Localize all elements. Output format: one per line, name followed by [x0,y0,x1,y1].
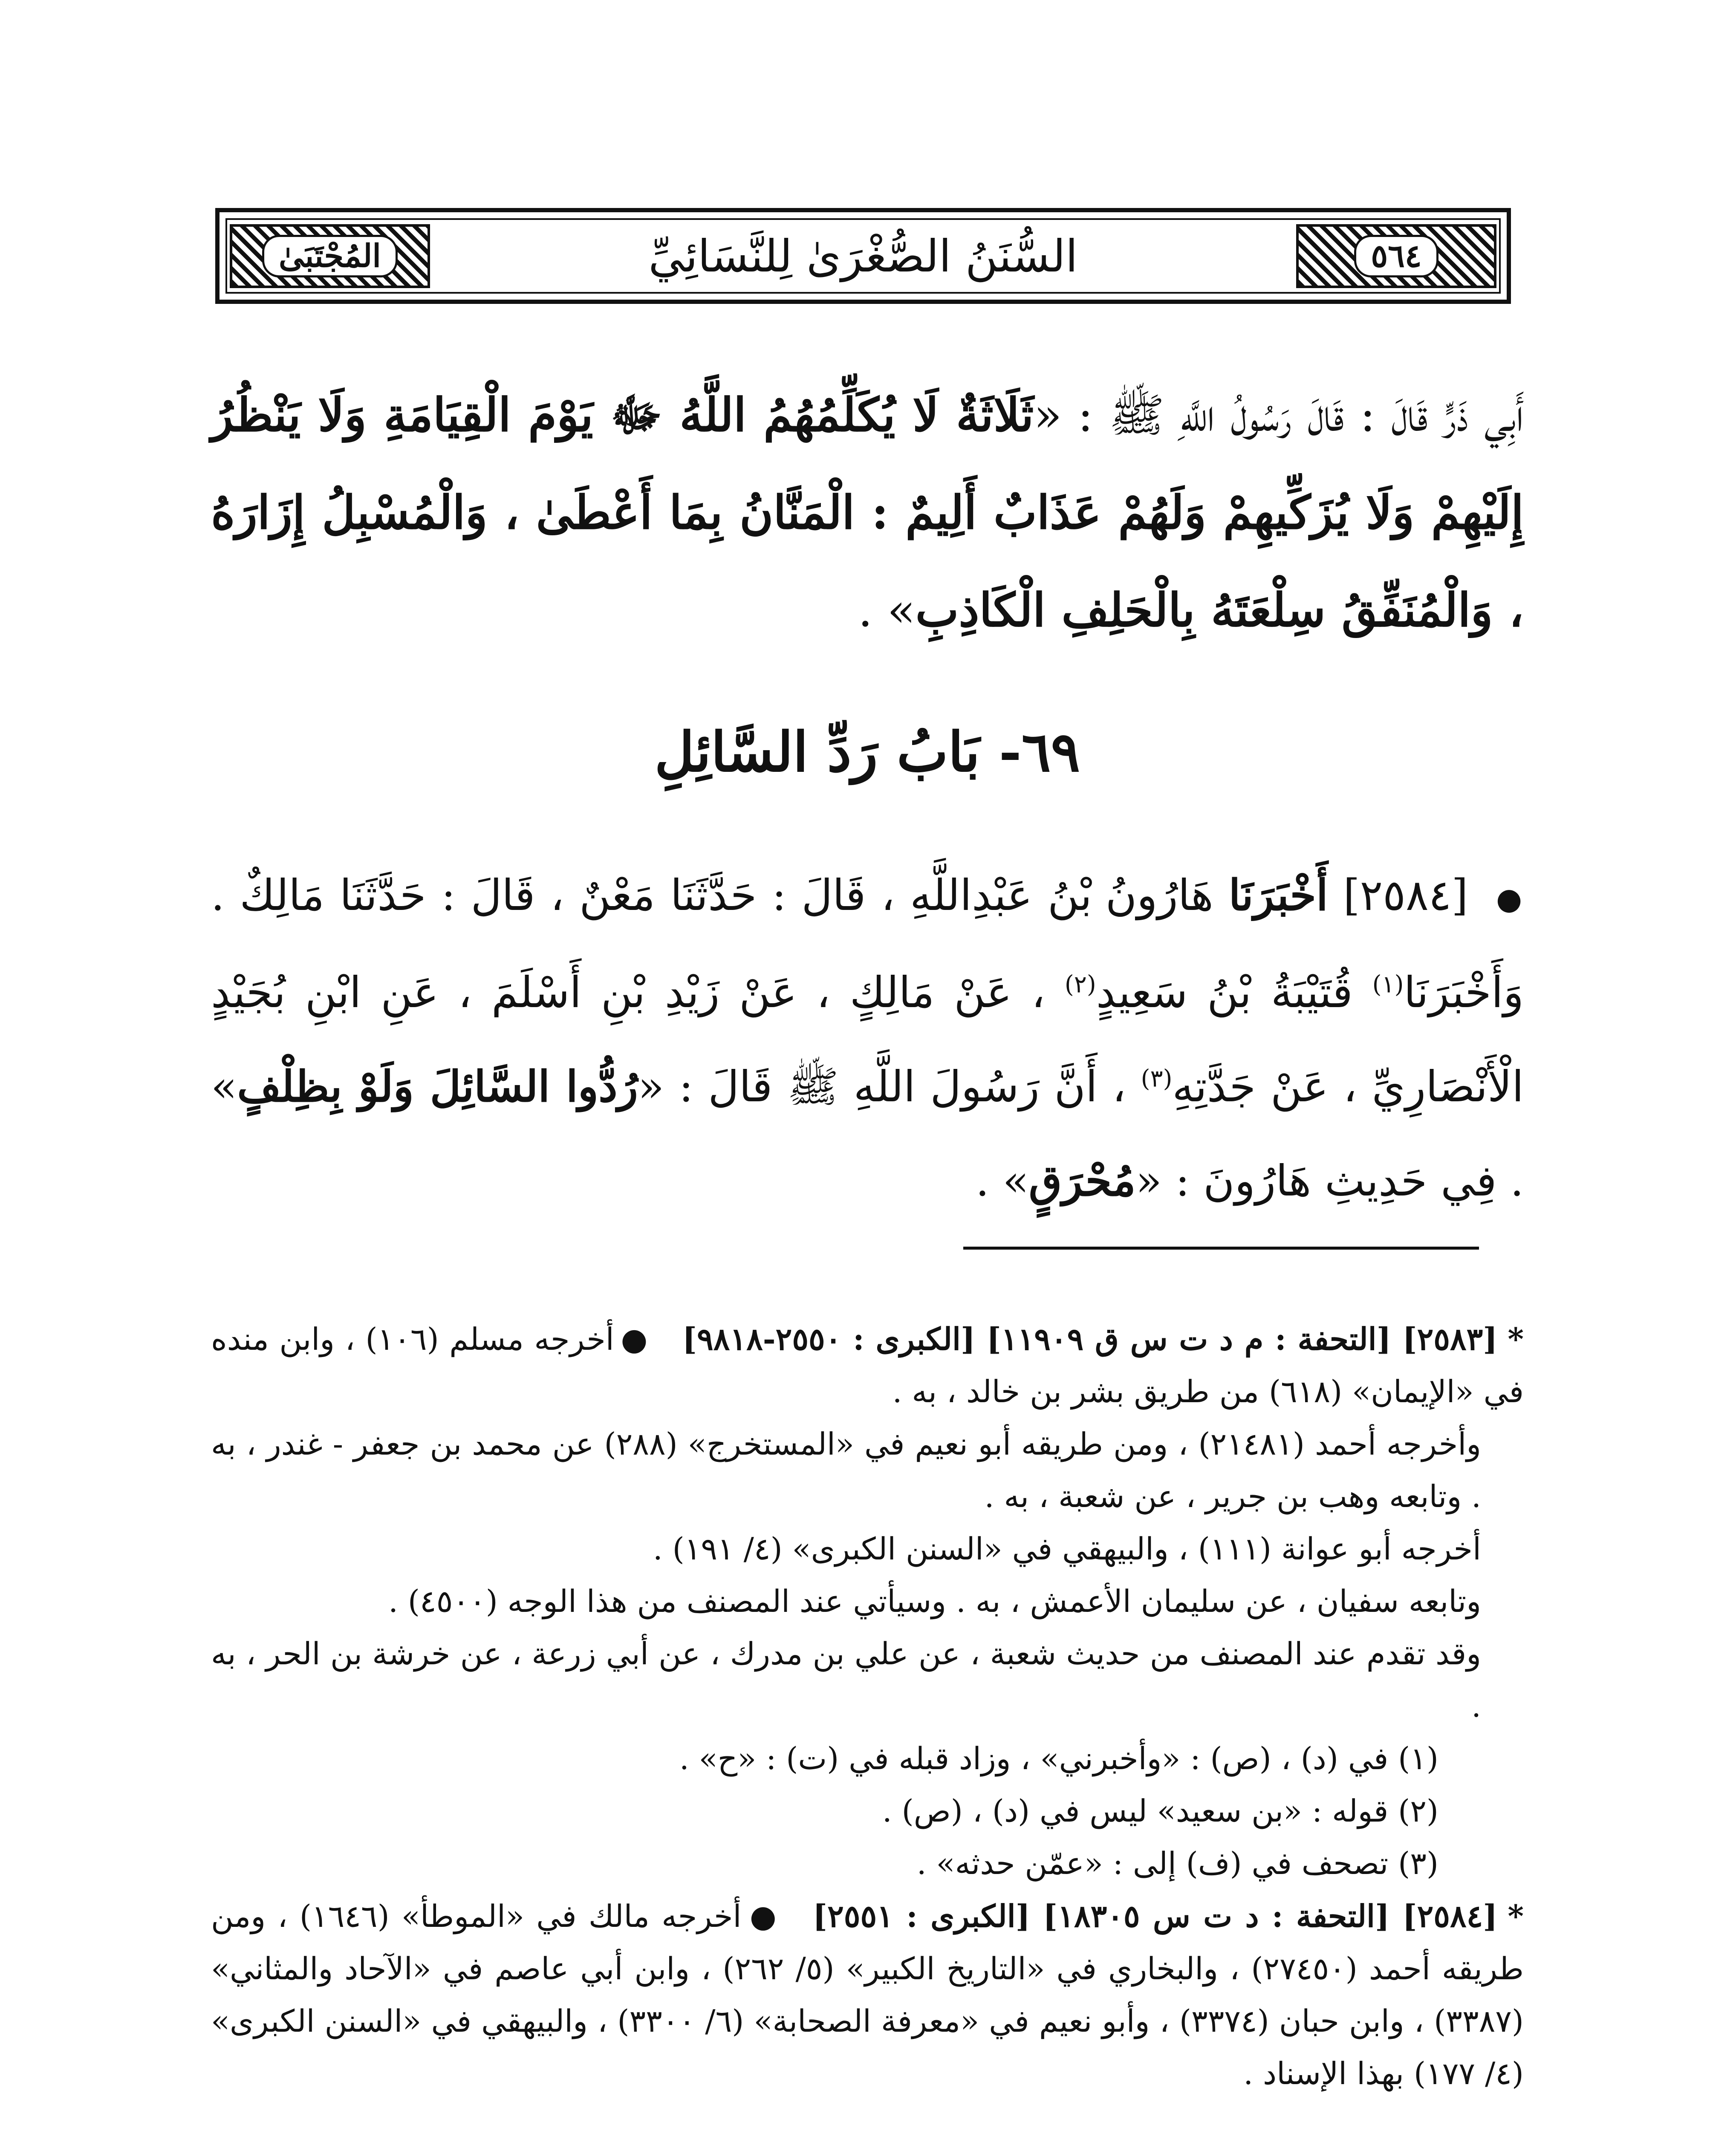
hadith-continuation [211,367,1524,659]
hadith-matn: رُدُّوا السَّائِلَ وَلَوْ بِظِلْفٍ [237,1061,638,1112]
hadith-bullet: ● [1496,881,1524,917]
footnote-1: (١) في (د) ، (ص) : «وأخبرني» ، وزاد قبله في (ت) : «ح» . [679,1741,1438,1776]
footnote-ref-2[interactable]: (٢) [1064,971,1096,999]
variant-word: مُحْرَقٍ [1028,1155,1136,1206]
akhbarana-word: أَخْبَرَنَا [1228,870,1328,920]
note-2584 [211,1890,1524,2100]
book-title: السُّنَنُ الصُّغْرَىٰ لِلنَّسَائِيِّ [648,230,1078,282]
hadith-2584 [211,848,1524,1228]
continuation-intro: أَبِي ذَرٍّ قَالَ : قَالَ رَسُولُ اللَّهِ ﷺ : « [1034,389,1524,442]
footnotes [211,1313,1524,2100]
footnote-ref-3[interactable]: (٣) [1141,1065,1173,1093]
continuation-close: » . [858,584,916,637]
note-star: * [1508,1898,1524,1934]
hadith-number: [٢٥٨٤] [1343,870,1468,920]
isnad-part-3: ، عَنْ مَالِكٍ ، عَنْ زَيْدِ بْنِ أَسْلَمَ ، عَنِ ابْنِ بُجَيْدٍ الْأَنْصَارِيِّ ، عَنْ جَدَّتِهِ [211,967,1524,1112]
note-2584-text: أخرجه مالك في «الموطأ» (١٦٤٦) ، ومن طريقه أحمد (٢٧٤٥٠) ، والبخاري في «التاريخ الكبير» (٥/ ٢٦٢) ، وابن أبي عاصم في «الآحاد والمثاني» (٣٣٨٧) ، وابن حبان (٣٣٧٤) ، وأبو نعيم في «معرفة الصحابة» (٦/ ٣٣٠٠) ، والبيهقي في «السنن الكبرى» (٤/ ١٧٧) بهذا الإسناد . [211,1898,1524,2091]
page-header [215,208,1511,304]
footnote-3: (٣) تصحف في (ف) إلى : «عمّن حدثه» . [916,1845,1438,1881]
chapter-heading: ٦٩- بَابُ رَدِّ السَّائِلِ [654,720,1080,784]
note-dot: ● [620,1321,649,1357]
note-2583-line-c: أخرجه أبو عوانة (١١١) ، والبيهقي في «السنن الكبرى» (٤/ ١٩١) . [653,1531,1481,1567]
isnad-part-5: » . فِي حَدِيثِ هَارُونَ : « [211,1062,1524,1206]
book-badge-ornament [230,224,430,288]
note-2583 [211,1313,1524,1418]
note-2583-line-b: وأخرجه أحمد (٢١٤٨١) ، ومن طريقه أبو نعيم في «المستخرج» (٢٨٨) عن محمد بن جعفر - غندر ، به . وتابعه وهب بن جرير ، عن شعبة ، به . [211,1426,1481,1514]
page-number: ٥٦٤ [1354,235,1438,277]
footnote-divider [963,1247,1479,1250]
note-star: * [1508,1321,1524,1357]
note-2584-header: [٢٥٨٤] [التحفة : د ت س ١٨٣٠٥] [الكبرى : ٢٥٥١] [813,1898,1498,1934]
isnad-part-2: قُتَيْبَةُ بْنُ سَعِيدٍ [1096,967,1353,1018]
note-2583-line-e: وقد تقدم عند المصنف من حديث شعبة ، عن علي بن مدرك ، عن أبي زرعة ، عن خرشة بن الحر ، به . [211,1636,1481,1724]
footnote-2: (٢) قوله : «بن سعيد» ليس في (د) ، (ص) . [882,1793,1438,1829]
page-number-ornament [1296,224,1496,288]
isnad-part-6: » . [976,1156,1029,1206]
continuation-quote: ثَلَاثَةٌ لَا يُكَلِّمُهُمُ اللَّهُ ﷻ يَوْمَ الْقِيَامَةِ وَلَا يَنْظُرُ إِلَيْهِمْ وَلَا يُزَكِّيهِمْ وَلَهُمْ عَذَابٌ أَلِيمٌ : الْمَنَّانُ بِمَا أَعْطَىٰ ، وَالْمُسْبِلُ إِزَارَهُ ، وَالْمُنَفِّقُ سِلْعَتَهُ بِالْحَلِفِ الْكَاذِبِ [211,388,1524,637]
isnad-part-1: هَارُونُ بْنُ عَبْدِاللَّهِ ، قَالَ : حَدَّثَنَا مَعْنٌ ، قَالَ : حَدَّثَنَا مَالِكٌ . وَأَخْبَرَنَا [211,870,1524,1018]
note-dot: ● [747,1898,779,1934]
note-2583-header: [٢٥٨٣] [التحفة : م د ت س ق ١١٩٠٩] [الكبرى : ٢٥٥٠-٩٨١٨] [682,1321,1498,1357]
isnad-part-4: ، أَنَّ رَسُولَ اللَّهِ ﷺ قَالَ : « [638,1062,1126,1112]
footnote-ref-1[interactable]: (١) [1372,971,1404,999]
book-badge: المُجْتَبَىٰ [262,235,398,277]
note-2583-text-a: أخرجه مسلم (١٠٦) ، وابن منده في «الإيمان» (٦١٨) من طريق بشر بن خالد ، به . [211,1321,1524,1409]
note-2583-line-d: وتابعه سفيان ، عن سليمان الأعمش ، به . وسيأتي عند المصنف من هذا الوجه (٤٥٠٠) . [388,1583,1481,1619]
